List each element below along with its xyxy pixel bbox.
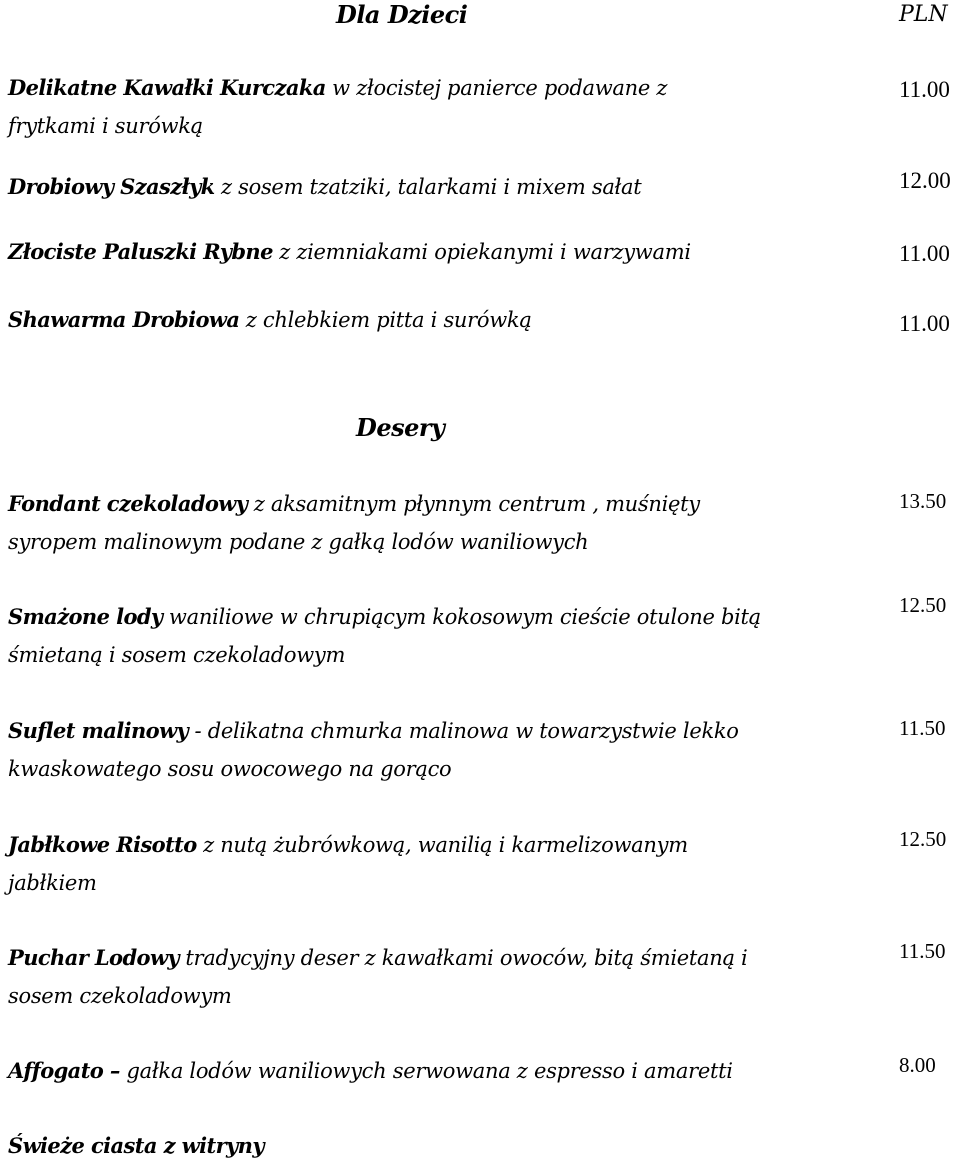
item-name: Shawarma Drobiowa	[8, 307, 240, 332]
item-desc: - delikatna chmurka malinowa w towarzystwie lekko	[188, 719, 739, 743]
item-name: Jabłkowe Risotto	[8, 832, 197, 857]
item-desc-cont: frytkami i surówką	[8, 114, 203, 138]
item-name: Złociste Paluszki Rybne	[8, 239, 273, 264]
item-name: Delikatne Kawałki Kurczaka	[8, 75, 326, 100]
item-desc-cont: jabłkiem	[8, 871, 97, 895]
item-name: Smażone lody	[8, 604, 163, 629]
item-price: 11.50	[899, 716, 946, 740]
item-desc: z sosem tzatziki, talarkami i mixem sałat	[214, 175, 642, 199]
menu-item-dessert-5	[8, 939, 747, 1015]
item-desc-cont: kwaskowatego sosu owocowego na gorąco	[8, 757, 452, 781]
item-price: 13.50	[899, 489, 947, 513]
item-desc: tradycyjny deser z kawałkami owoców, bitą śmietaną i	[179, 946, 748, 970]
menu-item-dessert-3	[8, 712, 739, 788]
menu-item-kids-2	[8, 168, 641, 206]
item-price: 12.50	[899, 593, 947, 617]
item-desc-cont: syropem malinowym podane z gałką lodów waniliowych	[8, 530, 589, 554]
item-price: 11.50	[899, 939, 946, 963]
item-desc-cont: sosem czekoladowym	[8, 984, 232, 1008]
item-name: Affogato –	[8, 1058, 127, 1083]
item-price: 12.00	[899, 168, 951, 193]
menu-item-kids-4	[8, 301, 532, 339]
menu-item-dessert-6	[8, 1052, 733, 1090]
item-desc: gałka lodów waniliowych serwowana z espresso i amaretti	[126, 1059, 733, 1083]
item-desc: z ziemniakami opiekanymi i warzywami	[272, 240, 691, 264]
item-price: 11.00	[899, 77, 950, 102]
item-price: 8.00	[899, 1053, 936, 1077]
item-desc-cont: śmietaną i sosem czekoladowym	[8, 643, 346, 667]
menu-item-kids-1	[8, 69, 667, 145]
item-name: Świeże ciasta z witryny	[8, 1133, 264, 1158]
item-name: Drobiowy Szaszłyk	[8, 174, 215, 199]
item-name: Puchar Lodowy	[8, 945, 180, 970]
item-desc: z nutą żubrówkową, wanilią i karmelizowanym	[196, 833, 688, 857]
section-title-kids: Dla Dzieci	[336, 0, 468, 29]
section-title-desserts: Desery	[356, 413, 445, 442]
item-price: 11.00	[899, 241, 950, 266]
item-name: Suflet malinowy	[8, 718, 189, 743]
item-desc: waniliowe w chrupiącym kokosowym cieście otulone bitą	[162, 605, 761, 629]
menu-item-dessert-1	[8, 485, 700, 561]
item-price: 11.00	[899, 311, 950, 336]
item-desc: w złocistej panierce podawane z	[325, 76, 668, 100]
item-name: Fondant czekoladowy	[8, 491, 248, 516]
menu-item-dessert-4	[8, 826, 688, 902]
menu-item-kids-3	[8, 233, 691, 271]
item-price: 12.50	[899, 827, 947, 851]
item-desc: z aksamitnym płynnym centrum , muśnięty	[247, 492, 700, 516]
item-desc: z chlebkiem pitta i surówką	[239, 308, 532, 332]
menu-item-dessert-2	[8, 598, 761, 674]
menu-item-dessert-7	[8, 1127, 264, 1165]
currency-label: PLN	[899, 2, 948, 27]
